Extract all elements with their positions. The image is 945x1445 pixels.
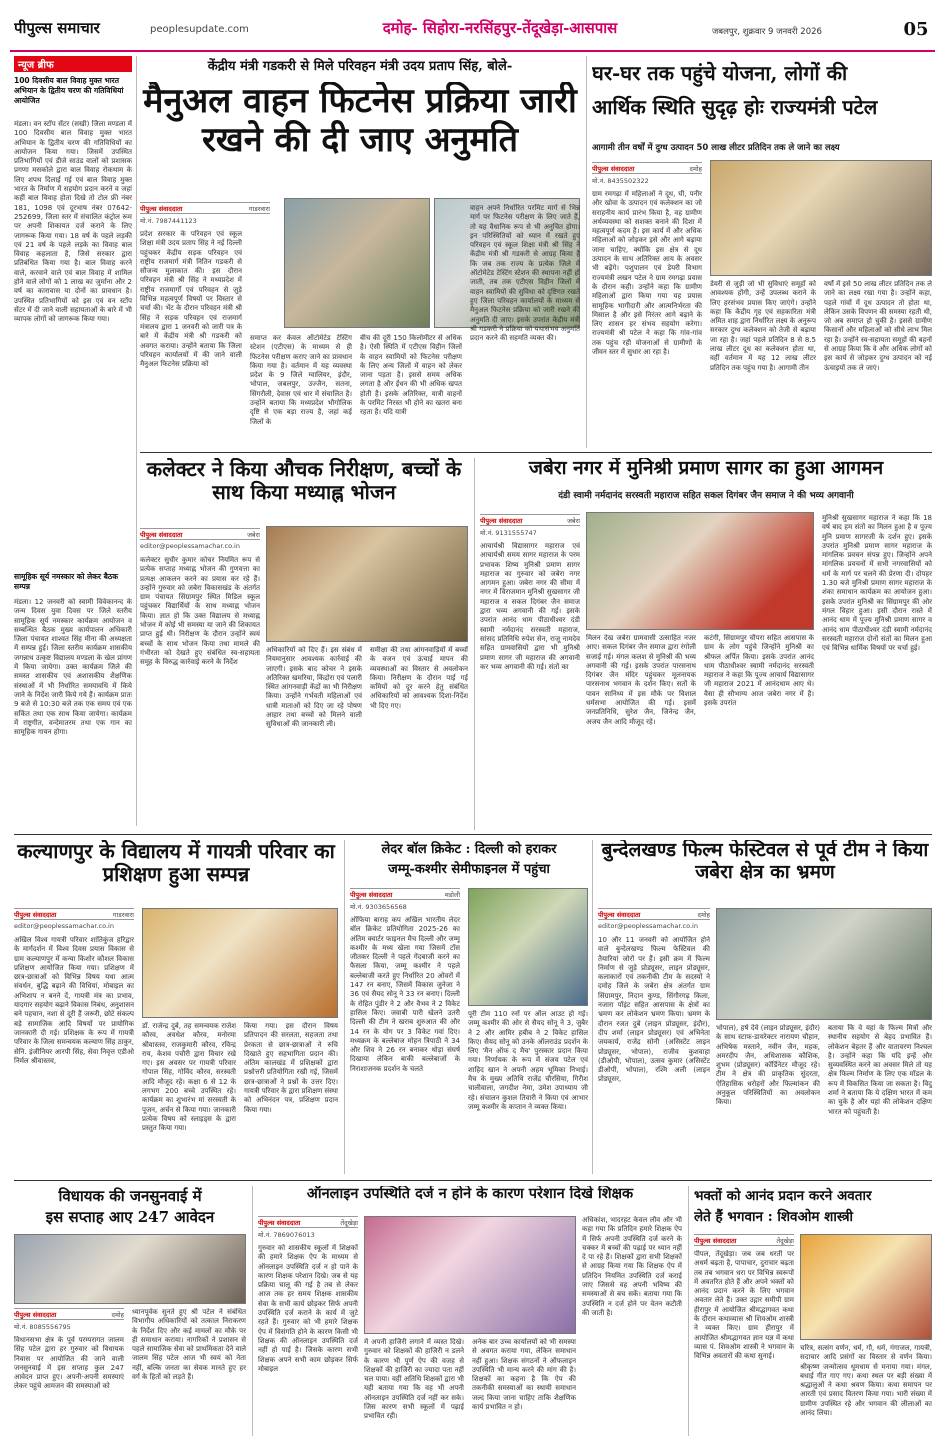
photo-kathavyas	[800, 1234, 932, 1340]
reporter-mobile: मो.नं. 9131555747	[480, 529, 537, 537]
article-col-4: मुनिश्री सुखसागर महाराज ने कहा कि 18 वर्ष बाद हम संतों का मिलन हुआ है व पूज्य मुनि प्रमाण सागरजी के दर्शन हुए। इसके उपरांत मुनिश्री प्रमाण सागर महाराज के मांगलिक प्रवचन संपन्न हुए। जिन्होंने अपने मांगलिक प्रवचनों में सभी नगरवासियों को धर्म के मार्ग पर चलने की प्रेरणा दी। दोपहर 1.30 बजे मुनिश्री प्रमाण सागर महाराज के शंका समाधान कार्यक्रम का आयोजन हुआ। इसके उपरांत मुनिश्री का सिंग्रामपुर की ओर मंगल विहार हुआ। इसी दौरान रास्ते में आनंद धाम में पूज्य मुनिश्री प्रमाण सागर व आनंद धाम पीठाधीश्वर दंडी स्वामी नर्मदानंद सरस्वती महाराज दोनों संतों का मिलन हुआ एवं विभिन्न धार्मिक विषयों पर चर्चा हुई।	[822, 514, 932, 653]
section-divider	[14, 834, 932, 835]
article-col-1: गुरुवार को शासकीय स्कूलों में शिक्षकों की हमारे शिक्षक ऐप के माध्यम से ऑनलाइन उपस्थिति दर्ज न हो पाने के कारण शिक्षक परेशान दिखे। जब से यह प्रक्रिया चालू की गई है तब से लेकर आज तक हर समय शिक्षक शासकीय सेवा के सभी कार्य छोड़कर सिर्फ अपनी उपस्थिति दर्ज कराने के कार्य में जुटे रहते हैं। गुरुवार को भी हमारे शिक्षक ऐप में विसंगति होने के कारण किसी भी शिक्षक की ऑनलाइन उपस्थिति दर्ज नहीं हो पाई है। जिसके कारण सभी शिक्षक अपने सभी काम छोड़कर सिर्फ मोबाइल	[258, 1244, 358, 1373]
photo-film-team	[716, 908, 932, 1020]
article-gayatri-training	[14, 840, 338, 1178]
article-col-1: प्रदेश सरकार के परिवहन एवं स्कूल शिक्षा मंत्री उदय प्रताप सिंह ने नई दिल्ली पहुंचकर केंद्रीय सड़क परिवहन एवं राष्ट्रीय राजमार्ग मंत्री नितिन गडकरी से सौजन्य मुलाकात की। इस दौरान परिवहन मंत्री श्री सिंह ने मध्यप्रदेश में राष्ट्रीय राजमार्गों एवं परिवहन से जुड़े विभिन्न महत्वपूर्ण विषयों पर विस्तार से चर्चा की। भेंट के दौरान परिवहन मंत्री श्री सिंह ने सड़क परिवहन एवं राजमार्ग मंत्रालय द्वारा 1 जनवरी को जारी पत्र के बारे में केंद्रीय मंत्री श्री गडकरी को अवगत कराया। उन्होंने बताया कि जिला परिवहन कार्यालयों में की जाने वाली मैनुअल फिटनेस प्रक्रिया को	[140, 230, 242, 369]
article-col-3: वर्षों में इसे 50 लाख लीटर प्रतिदिन तक ले जाने का लक्ष्य रखा गया है। उन्होंने कहा, पहले गांवों में दूध उत्पादन तो होता था, लेकिन उसके विपणन की समस्या रहती थी, जो अब समाप्त हो चुकी है। इससे ग्रामीण किसानों और महिलाओं को सीधे लाभ मिल रहा है। उन्होंने स्व-सहायता समूहों की बहनों से आग्रह किया कि वे और अधिक लोगों को इस कार्य से जोड़कर दुग्ध उत्पादन को नई ऊंचाइयों तक ले जाएं।	[824, 280, 932, 372]
article-col-2: चरित्र, सत्संग वर्णन, धर्म, गौ, धर्म, गंगाजल, गायत्री, सदाचार आदि प्रसंगों का विस्तार से वर्णन किया। श्रीकृष्ण जन्मोत्सव धूमधाम से मनाया गया। मंगल, बधाई गीत गाए गए। कथा स्थल पर बड़ी संख्या में श्रद्धालुओं ने कथा श्रवण किया। कथा समापन पर आरती एवं प्रसाद वितरण किया गया। भारी संख्या में ग्रामीण उपस्थित रहे और भगवान की लीलाओं का आनंद लिया।	[800, 1344, 932, 1418]
byline: पीपुल्स संवाददाता दमोह	[14, 1308, 124, 1320]
article-headline: कल्याणपुर के विद्यालय में गायत्री परिवार का प्रशिक्षण हुआ सम्पन्न	[17, 840, 335, 886]
issue-date: जबलपुर, शुक्रवार 9 जनवरी 2026	[712, 27, 822, 37]
article-col-1: ग्राम रमगढ़ा में महिलाओं ने दूध, घी, पनीर और खोवा के उत्पादन एवं कलेक्शन का जो सराहनीय कार्य प्रारंभ किया है, वह ग्रामीण अर्थव्यवस्था को सशक्त बनाने की दिशा में महत्वपूर्ण कदम है। इस कार्य में और अधिक महिलाओं को जोड़कर इसे और आगे बढ़ाया जाना चाहिए, क्योंकि इस क्षेत्र से दूध उत्पादन के साथ अतिरिक्त आय के अवसर भी बढ़ेंगे। पशुपालन एवं डेयरी विभाग राज्यमंत्री लखन पटेल ने ग्राम रमगढ़ा प्रवास के दौरान कही। उन्होंने कहा कि ग्रामीण महिलाओं द्वारा किया गया यह प्रयास सामूहिक भागीदारी और आत्मनिर्भरता की मिसाल है और इसे निरंतर आगे बढ़ाने के लिए शासन हर संभव सहयोग करेगा। राज्यमंत्री श्री पटेल ने कहा कि गांव-गांव तक पहुंच रही योजनाओं से ग्रामीणों के जीवन स्तर में सुधार आ रहा है।	[592, 190, 702, 357]
column-divider	[344, 840, 345, 1174]
article-headline: मैनुअल वाहन फिटनेस प्रक्रिया जारी रखने की दी जाए अनुमति	[143, 82, 577, 161]
article-col-4: अधिकांश, भादरहट केवल लौव और भी कहा गया कि प्रतिदिन हमारे शिक्षक ऐप में सिर्फ अपनी उपस्थिति दर्ज करने के चक्कर में बच्चों की पढ़ाई पर ध्यान नहीं दे पा रहे हैं। शिक्षकों द्वारा सभी शिक्षकों से आग्रह किया गया कि शिक्षक ऐप में प्रतिदिन नियमित उपस्थिति दर्ज कराई जाए जिससे वह अपनी भविष्य की समस्याओं से बच सकें। बताया गया कि उपस्थिति न दर्ज होने पर वेतन कटौती की जाती है।	[582, 1216, 682, 1317]
reporter-mobile: मो.नं. 8085556795	[14, 1323, 71, 1331]
byline: पीपुल्स संवाददाता तेंदूखेड़ा	[258, 1216, 358, 1228]
byline: पीपुल्स संवाददाता गाडरवारा	[14, 908, 134, 920]
article-col-2: डेयरी से जुड़ी जो भी सुविधाएं समूहों को आवश्यक होंगी, उन्हें उपलब्ध कराने के लिए हरसंभव प्रयास किए जाएंगे। उन्होंने कहा कि केंद्रीय गृह एवं सहकारिता मंत्री अमित शाह द्वारा निर्धारित लक्ष्य के अनुरूप सरकार दुग्ध कलेक्शन को तेजी से बढ़ाया जा रहा है। जहां पहले प्रतिदिन 8 से 8.5 लाख लीटर दूध का कलेक्शन होता था, वहीं वर्तमान में यह 12 लाख लीटर प्रतिदिन तक पहुंच गया है। आगामी तीन	[710, 280, 816, 372]
byline: पीपुल्स संवाददाता दमोह	[598, 908, 710, 920]
article-kicker: केंद्रीय मंत्री गडकरी से मिले परिवहन मंत्री उदय प्रताप सिंह, बोले-	[207, 59, 513, 74]
article-col-2: अधिकारियों को दिए हैं। इस संबंध में नियमानुसार आवश्यक कार्रवाई की जाएगी। इसके बाद कोचर ने इसके अतिरिक्त खमरिया, किंद्रोरा एवं पलारी स्थित आंगनवाड़ी केंद्रों का भी निरीक्षण किया। उन्होंने गर्भवती महिलाओं एवं धात्री माताओं को दिए जा रहे पोषण आहार तथा बच्चों को मिलने वाली सुविधाओं की जानकारी ली।	[266, 646, 362, 729]
news-brief-label: न्यूज ब्रीफ	[14, 56, 132, 72]
article-col-3: कटंगी, सिंग्रामपुर चौपरा सहित आसपास के ग्राम के लोग पहुंचे जिन्होंने मुनिश्री का श्रीफल अर्पित किया। इसके उपरांत आनंद धाम पीठाधीश्वर स्वामी नर्मदानंद सरस्वती महाराज ने कहा कि पूज्य आचार्य विद्यासागर जी महाराज 2021 में आनंदधाम आए थे। वैसा ही सौभाग्य आज जबेरा नगर में है। इसके उपरांत	[704, 634, 814, 708]
photo-cricket-team	[468, 888, 588, 1006]
article-col-3: समीक्षा की तथा आंगनवाड़ियों में बच्चों के वजन एवं ऊंचाई मापन की व्यवस्थाओं का विस्तार से अवलोकन किया। निरीक्षण के दौरान पाई गई कमियों को दूर करने हेतु संबंधित अधिकारियों को आवश्यक दिशा-निर्देश भी दिए गए।	[370, 646, 468, 710]
article-headline: घर-घर तक पहुंचे योजना, लोगों की आर्थिक स्थिति सुदृढ़ होः राज्यमंत्री पटेल	[592, 61, 878, 119]
brief-headline-2: सामूहिक सूर्य नमस्कार को लेकर बैठक सम्पन्न	[14, 572, 119, 591]
article-col-2: में अपनी हाजिरी लगाने में व्यस्त दिखे। गुरुवार को शिक्षकों की हाजिरी न डलने के कारण भी पूर्ण ऐप की वजह से शिक्षकों की हाजिरी का ज्यादा पता नहीं चल पाया। वहीं अतिथि शिक्षकों द्वारा भी यही बताया गया कि वह भी अपनी ऑनलाइन उपस्थिति दर्ज नहीं कर सके। जिस कारण सभी स्कूलों में पढ़ाई प्रभावित रही।	[364, 1338, 464, 1421]
article-online-attendance	[258, 1186, 682, 1436]
column-divider	[586, 56, 587, 448]
article-col-2: ध्यानपूर्वक सुनते हुए श्री पटेल ने संबंधित विभागीय अधिकारियों को तत्काल निराकरण के निर्देश दिए और कई मामलों का मौके पर ही समाधान कराया। नागरिकों ने प्रशासन से पहले सामाजिक सेवा को प्राथमिकता देने वाले जालम सिंह पटेल आज भी स्वयं को नेता नहीं, बल्कि जनता का सेवक मानते हुए हर वर्ग के हितों को लड़ते हैं।	[132, 1308, 246, 1382]
column-divider	[136, 56, 137, 826]
article-headline: बुन्देलखण्ड फिल्म फेस्टिवल से पूर्व टीम ने किया जबेरा क्षेत्र का भ्रमण	[601, 840, 929, 883]
article-film-festival	[598, 840, 932, 1178]
article-col-3: अनेक बार उच्च कार्यालयों को भी समस्या से अवगत कराया गया, लेकिन समाधान नहीं हुआ। शिक्षक संगठनों ने ऑफलाइन उपस्थिति भी मान्य करने की मांग की है। शिक्षकों का कहना है कि ऐप की तकनीकी समस्याओं का स्थायी समाधान जल्द किया जाना चाहिए ताकि शैक्षणिक कार्य प्रभावित न हो।	[472, 1338, 576, 1412]
byline: पीपुल्स संवाददाता मडोली	[350, 888, 460, 900]
reporter-email[interactable]: editor@peoplessamachar.co.in	[598, 922, 698, 930]
article-col-1: विधानसभा क्षेत्र के पूर्व परम्परागत जालम सिंह पटेल द्वारा हर गुरुवार को विधायक निवास पर आयोजित की जाने वाली जनसुनवाई में इस सप्ताह कुल 247 आवेदन प्राप्त हुए। अपनी-अपनी समस्याएं लेकर पहुंचे आमजन की समस्याओं को	[14, 1336, 124, 1391]
reporter-email[interactable]: editor@peoplessamachar.co.in	[140, 542, 240, 550]
article-col-4: वाहन अपने निर्धारित परमिट मार्ग से भिन्न मार्ग पर फिटनेस परीक्षण के लिए जाते हैं, तो यह वैधानिक रूप से भी अनुचित होगा। इन परिस्थितियों को ध्यान में रखते हुए परिवहन एवं स्कूल शिक्षा मंत्री श्री सिंह ने केंद्रीय मंत्री श्री गडकरी से आग्रह किया है कि जब तक राज्य के प्रत्येक जिले में ऑटोमेटेड टेस्टिंग स्टेशन की स्थापना नहीं हो जाती, तब तक एटीएस विहीन जिलों में वाहन स्वामियों की सुविधा को दृष्टिगत रखते हुए जिला परिवहन कार्यालयों के माध्यम से मैनुअल फिटनेस प्रक्रिया को जारी रखने की अनुमति दी जाए। इसके उपरांत केंद्रीय मंत्री श्री गडकरी ने प्रक्रिया को यथासंभव अनुमति प्रदान करने की सहमति व्यक्त की।	[470, 204, 580, 343]
reporter-mobile: मो.नं. 8435502322	[592, 177, 649, 185]
article-headline: लेदर बॉल क्रिकेट : दिल्ली को हराकर जम्मू-कश्मीर सेमीफाइनल में पहुंचा	[381, 842, 557, 877]
article-headline: कलेक्टर ने किया औचक निरीक्षण, बच्चों के साथ किया मध्याह्न भोजन	[146, 458, 462, 504]
article-headline: ऑनलाइन उपस्थिति दर्ज न होने के कारण परेशान दिखे शिक्षक	[306, 1186, 634, 1202]
masthead-logo: पीपुल्स समाचार	[14, 19, 100, 37]
article-col-3: बीच की दूरी 150 किलोमीटर से अधिक है। ऐसी स्थिति में एटीएस विहीन जिलों के वाहन स्वामियों को फिटनेस परीक्षण के लिए अन्य जिलों में वाहन को लेकर जाना पड़ता है। इससे समय अधिक लगता है और ईंधन की भी अधिक खपत होती है। इसके अतिरिक्त, यात्री वाहनों के परमिट निरस्त भी होने का खतरा बना रहता है। यदि यात्री	[360, 334, 462, 417]
website-url[interactable]: peoplesupdate.com	[150, 24, 249, 35]
article-col-1: 10 और 11 जनवरी को आयोजित होने वाले बुन्देलखण्ड फिल्म फेस्टिवल की तैयारियां जोरों पर हैं। इसी क्रम में फिल्म निर्माण से जुड़े प्रोड्यूसर, लाइन प्रोड्यूसर, कलाकारों एवं तकनीकी टीम के सदस्यों ने दमोह जिले के जबेरा क्षेत्र अंतर्गत ग्राम सिंग्रामपुर, निदान कुण्ड, सिंगौरगढ़ किला, नजारा पॉइंट सहित आसपास के क्षेत्रों का भ्रमण कर लोकेशन भ्रमण किया। भ्रमण के दौरान रजत दुबे (लाइन प्रोड्यूसर, इंदौर), दीप शर्मा (लाइन प्रोड्यूसर) एवं अभिनेता जयकार्य, राजेंद्र सोनी (असिस्टेंट लाइन प्रोड्यूसर, भोपाल), राजीव कुशवाहा (डीओपी, भोपाल), उत्सव कुमार (असिस्टेंट डीओपी, भोपाल), रश्मि अली (लाइन प्रोड्यूसर,	[598, 936, 710, 1084]
article-bhagwat-katha	[694, 1186, 932, 1436]
page-header	[0, 0, 945, 50]
photo-dairy-event	[710, 160, 932, 276]
article-col-3: किया गया। इस दौरान विषय प्रतिपादन की सरलता, सहजता तथा प्रेरकता से छात्र-छात्राओं ने रुचि दिखाते हुए सहभागिता प्रदान की। अंतिम कालखंड में प्रशिक्षकों द्वारा प्रश्नोत्तरी प्रतियोगिता रखी गई, जिसमें छात्र-छात्राओं ने प्रश्नों के उत्तर दिए। गायत्री परिवार के द्वारा प्रशिक्षण संस्था को अभिनंदन पत्र, प्रशिक्षण प्रदान किया गया।	[244, 1022, 338, 1114]
brief-headline-1: 100 दिवसीय बाल विवाह मुक्त भारत अभियान के द्वितीय चरण की गतिविधियां आयोजित	[14, 76, 124, 105]
article-dairy-scheme	[592, 56, 932, 456]
column-divider	[252, 1186, 253, 1436]
section-divider	[140, 452, 932, 453]
article-col-2: मिलन देख जबेरा ग्रामवासी उत्साहित नजर आए। सकल दिगंबर जैन समाज द्वारा रंगोली सजाई गई। मंगल कलश से मुनिश्री की भव्य अगवानी की गई। इसके उपरांत पारसनाथ दिगंबर जैन मंदिर पहुंचकर मूलनायक पारसनाथ भगवान के दर्शन किए। सतों के पावन सानिध्य में इस मौके पर विशाल धर्मसभा आयोजित की गई। इसमें जनप्रतिनिधि, सुरेश जैन, जिनेन्द्र जैन, अजय जैन आदि मौजूद रहे।	[586, 634, 696, 726]
reporter-email[interactable]: editor@peoplessamachar.co.in	[14, 922, 114, 930]
article-cricket	[350, 840, 588, 1178]
photo-school-children	[364, 1216, 576, 1334]
article-col-2: भोपाल), हर्ष देवे (लाइन प्रोड्यूसर, इंदौर) के साथ स्टाफ-डायरेक्टर नारायण चौहान, अभिषेक मस्ताने, नवीन जैन, महक, अमरदीप जैन, अधिशासक कौशिक, शुभम (प्रोड्यूसर) कॉर्डिनेटर मौजूद रहे। टीम ने क्षेत्र की प्राकृतिक सुंदरता, ऐतिहासिक धरोहरों और फिल्मांकन की अनुकूल परिस्थितियों का अवलोकन किया।	[716, 1024, 820, 1107]
brief-text-2: मंडला। 12 जनवरी को स्वामी विवेकानन्द के जन्म दिवस युवा दिवस पर जिले स्तरीय सामूहिक सूर्य नमस्कार कार्यक्रम आयोजन व सम्बन्धित बैठक मुख्य कार्यपालन अधिकारी जिला पंचायत शाश्वत सिंह मीना की अध्यक्षता में सम्पन्न हुई। जिला स्तरीय कार्यक्रम शासकीय जगन्नाथ उत्कृष्ट विद्यालय मण्डला के खेल प्रांगण में किया जायेगा। उक्त कार्यक्रम जिले की समस्त शासकीय एवं अशासकीय शैक्षणिक संस्थाओं में भी निर्धारित समयावधि में किये जाने के निर्देश जारी किये गये हैं। कार्यक्रम प्रातः 9 बजे से 10:30 बजे तक एक समय एवं एक सकिंत तथा एक साथ किया जायेगा। कार्यक्रम में राष्ट्रगीत, वन्देमातरम तथा एक गान का सामूहिक गायन होगा।	[14, 598, 132, 737]
reporter-mobile: मो.नं. 7869076013	[258, 1231, 315, 1239]
section-divider	[14, 1180, 932, 1181]
article-transport-minister	[140, 56, 580, 456]
byline: पीपुल्स संवाददाता गाडरवारा	[140, 202, 270, 214]
article-subheadline: आगामी तीन वर्षों में दुग्ध उत्पादन 50 लाख लीटर प्रतिदिन तक ले जाने का लक्ष्य	[592, 143, 840, 153]
article-col-2: डॉ. राजेन्द्र दुबे, तह समन्वयक राजेश कौरव, अवधेश कौरव, मनोरमा श्रीवास्तव, राजकुमारी कौरव, रविन्द्र राय, केशव पचौरी द्वारा विचार रखे गए। इस अवसर पर गायत्री परिवार गोपाल सिंह, गोविंद कौरव, सरस्वती आदि मौजूद रहे। कक्षा 6 से 12 के लगभग 200 बच्चे उपस्थित रहे। कार्यक्रम का शुभारंभ मां सरस्वती के पूजन, अर्चन से किया गया। जानकारी प्रत्येक विषय को स्लाइड्स के द्वारा प्रस्तुत किया गया।	[142, 1022, 236, 1133]
article-headline: विधायक की जनसुनवाई में इस सप्ताह आए 247 आवेदन	[45, 1187, 215, 1226]
reporter-mobile: मो.नं. 9303656568	[350, 903, 407, 911]
article-subheadline: दंडी स्वामी नर्मदानंद सरस्वती महाराज सहित सकल दिगंबर जैन समाज ने की भव्य अगवानी	[558, 491, 854, 501]
column-divider	[592, 840, 593, 1174]
article-col-2: समाप्त कर केवल ऑटोमेटेड टेस्टिंग स्टेशन (एटीएस) के माध्यम से ही फिटनेस परीक्षण कराए जाने का प्रावधान किया गया है। वर्तमान में यह व्यवस्था प्रदेश के 9 जिले ग्वालियर, इंदौर, भोपाल, जबलपुर, उज्जैन, सतना, सिंगरौली, देवास एवं धार में संचालित है। उन्होंने बताया कि मध्यप्रदेश भौगोलिक दृष्टि से एक बड़ा राज्य है, जहां कई जिलों के	[250, 334, 352, 426]
column-divider	[688, 1186, 689, 1436]
article-mla-hearing	[14, 1186, 246, 1436]
photo-public-hearing	[14, 1234, 246, 1304]
byline: पीपुल्स संवाददाता जबेरा	[140, 528, 260, 540]
article-muni-arrival	[480, 458, 932, 834]
byline: पीपुल्स संवाददाता दमोह	[592, 162, 702, 174]
brief-text-1: मंडला। वन स्टॉप सेंटर (सखी) जिला मण्डला में 100 दिवसीय बाल विवाह मुक्त भारत अभियान के द्वितीय चरण की गतिविधियों का आयोजन किया गया। जिसमें उपस्थित प्रतिभागियों एवं डीजे साउंड वालों को प्रशासक प्रगणा मसकोले द्वारा बाल विवाह रोकथाम के लिए शपथ दिलाई गई एवं बाल विवाह मुक्त भारत के निर्माण में सहयोग प्रदान करने व जहां कहीं बाल विवाह होता दिखे तो टोल फ्री नंबर 181, 1098 एवं दूरभाष नंबर 07642-252699, जिला स्तर में संचालित कंट्रोल रूम पर अपनी शिकायत दर्ज कराने के लिए जागरूक किया गया। 18 वर्ष के पहले लड़की एवं 21 वर्ष के पहले लड़के का विवाह बाल विवाह कहलाता है, जिसे सरकार द्वारा प्रतिबंधित किया गया है। बाल विवाह करने वाले, करवाने वाले एवं बाल विवाह में शामिल होने वाले लोगों को 1 लाख का जुर्माना और 2 वर्ष का कारावास या दोनों का प्रावधान है। उपस्थित प्रतिभागियों को इस एवं वन स्टॉप सेंटर में दी जाने वाली सहायताओं के बारे में भी व्यापक लोगों को जागरूक किया गया।	[14, 120, 132, 324]
article-col-1: पीपल, तेंदूखेड़ा। जब जब धरती पर अधर्म बढ़ता है, पापाचार, दुराचार बढ़ता तब तब भगवान धरा पर विभिन्न स्वरूपों में अवतरित होते हैं और अपने भक्तों को आनंद प्रदान करने के लिए भगवान अवतार लेते हैं। उक्त उद्गार समीपी ग्राम हीरापुर में आयोजित श्रीमद्भागवत कथा के दौरान कथाव्यास श्री शिवओम शास्त्री ने व्यक्त किए। ग्राम हीरापुर में आयोजित श्रीमद्भागवत ज्ञान यज्ञ में कथा व्यास पं. शिवओम शास्त्री ने भगवान के विभिन्न अवतारों की कथा सुनाई।	[694, 1250, 794, 1361]
article-headline: जबेरा नगर में मुनिश्री प्रमाण सागर का हुआ आगमन	[528, 458, 884, 479]
byline: पीपुल्स संवाददाता तेंदूखेड़ा	[694, 1234, 794, 1246]
article-col-1: कलेक्टर सुधीर कुमार कोचर नियमित रूप से प्रत्येक सप्ताह मध्याह्न भोजन की गुणवत्ता का प्रत्यक्ष आकलन करने का प्रयास कर रहे हैं। उन्होंने गुरुवार को जबेरा विकासखंड के अंतर्गत ग्राम पंचायत सिंग्रामपुर स्थित मिडिल स्कूल पहुंचकर विद्यार्थियों के साथ मध्याह्न भोजन किया। ज्ञात हो कि उक्त विद्यालय से मध्याह्न भोजन में कोई भी समस्या या जाने की शिकायत प्राप्त हुई थी। निरीक्षण के दौरान उन्होंने स्वयं बच्चों के साथ भोजन किया तथा मामले की गंभीरता को देखते हुए संबंधित स्व-सहायता समूह के विरुद्ध कार्रवाई करने के निर्देश	[140, 556, 260, 667]
article-col-3: बताया कि वे यहां के फिल्म मित्रों और स्थानीय सहयोग से बेहद प्रभावित हैं। लोकेशन बेहतर हैं और वातावरण निश्चल है। उन्होंने कहा कि यदि इन्हें और सुव्यवस्थित करने का अवसर मिले तो यह क्षेत्र फिल्म निर्माण के लिए एक मॉडल के रूप में विकसित किया जा सकता है। विदु शर्मा ने बताया कि ये दक्षिण भारत में कम का चुके है और यहां की लोकेशन दक्षिण भारत को पहुंचती है।	[828, 1024, 932, 1116]
byline: पीपुल्स संवाददाता जबेरा	[480, 514, 580, 526]
header-rule	[10, 50, 935, 52]
article-collector-inspection	[140, 458, 468, 834]
article-col-1: ऑफिया बाराह कप अखिल भारतीय लेदर बॉल क्रिकेट प्रतियोगिता 2025-26 का अंतिम क्वार्टर फाइनल मैच दिल्ली और जम्मू कश्मीर के मध्य खेला गया जिसमें टॉस जीतकर दिल्ली ने पहले गेंदबाजी करने का फैसला किया, जम्मू कश्मीर ने पहले बल्लेबाजी करते हुए निर्धारित 20 ओवरों में 147 रन बनाए, जिसमें विकास जुनेजा ने 36 एवं सैयद सोनू ने 33 रन बनाए। दिल्ली के रोहित पुंडीर ने 2 और वैभव ने 2 विकेट हासिल किए। जवाबी पारी खेलने उतरी दिल्ली की टीम ने खराब शुरुआत की और 14 रन के योग पर 3 विकेट गवां दिए। मध्यक्रम के बल्लेबाज मोहन त्रिपाठी ने 34 और शिव ने 26 रन बनाकर थोड़ा संघर्ष दिखाया लेकिन बाकी बल्लेबाजों के निराशाजनक प्रदर्शन के चलते	[350, 916, 460, 1073]
column-divider	[474, 458, 475, 830]
article-col-1: अखिल विश्व गायत्री परिवार शांतिकुंज हरिद्वार के मार्गदर्शन में विश्व दिवस प्रयास विकास से ग्राम कल्याणपुर में कन्या किशोर कौशल विकास प्रशिक्षण आयोजित किया गया। प्रशिक्षण में छात्र-छात्राओं को विभिन्न विषय यथा आत्म संवर्धन, बुद्धि बढ़ाने की विधियां, मोबाइल का अभिशाप न बनने दें, गायत्री मंत्र का प्रभाव, यादगार सहयोग बढ़ाने विकास निबंध, अनुशासन बने पहचान, नशा से दूरी हैं जरूरी, छोटे संकल्प बड़े सामाजिक आदि विषयों पर प्रायोगिक जानकारी दी गई। प्रशिक्षक के रूप में गायत्री परिवार के जिला समन्वयक कल्याण सिंह ठाकुर, सेनि. इंजीनियर आरपी सिंह, सेवा निवृत्त एडीओ निर्मल श्रीवास्तव,	[14, 936, 134, 1065]
photo-collector-school	[266, 526, 468, 642]
article-col-1: आचार्यश्री विद्यासागर महाराज एवं आचार्यश्री समय सागर महाराज के परम प्रभावक शिष्य मुनिश्री प्रमाण सागर महाराज का गुरुवार को जबेरा नगर आगमन हुआ। जबेरा नगर की सीमा में नगर में विराजमान मुनिश्री सुखसागर जी महाराज व सकल दिगंबर जैन समाज द्वारा भव्य अगवानी की गई। इसके उपरांत आनंद धाम पीठाधीश्वर दंडी स्वामी नर्मदानंद सरस्वती महाराज, सांसद प्रतिनिधि रुपेश सेन, राजू नामदेव सहित ग्रामवासियों द्वारा भी मुनिश्री प्रमाण सागर जी महाराज की अगवानी कर भव्य अगवानी की गई। संतों का	[480, 542, 580, 671]
photo-training-group	[142, 908, 338, 1018]
article-headline: भक्तों को आनंद प्रदान करने अवतार लेते हैं भगवान : शिवओम शास्त्री	[694, 1188, 872, 1225]
photo-muni-procession	[586, 512, 814, 630]
section-title: दमोह- सिहोरा-नरसिंहपुर-तेंदूखेड़ा-आसपास	[382, 19, 618, 37]
article-col-2: पूरी टीम 110 रनों पर ऑल आउट हो गई। जम्मू कश्मीर की ओर से सैयद सोनू ने 3, जुबैर ने 2 और आमिर हबीब ने 2 विकेट हासिल किए। सैयद सोनू को उनके ऑलराउंड प्रदर्शन के लिए 'मैन ऑफ द मैच' पुरस्कार प्रदान किया गया। निर्णायक के रूप में संजय पटेल एवं शाहिद खान ने अपनी अहम भूमिका निभाई। मैच के मुख्य अतिथि राजेंद्र चौरसिया, गिरीश चालीवाला, जगदीश नेमा, उमेश उपाध्याय जी रहे। संचालन कुशल तिवारी ने किया एवं आभार जम्मू कश्मीर के कप्तान ने व्यक्त किया।	[468, 1010, 588, 1111]
reporter-mobile: मो.नं. 7987441123	[140, 217, 197, 225]
page-number: 05	[903, 19, 929, 40]
photo-nitin-gadkari	[284, 198, 430, 328]
